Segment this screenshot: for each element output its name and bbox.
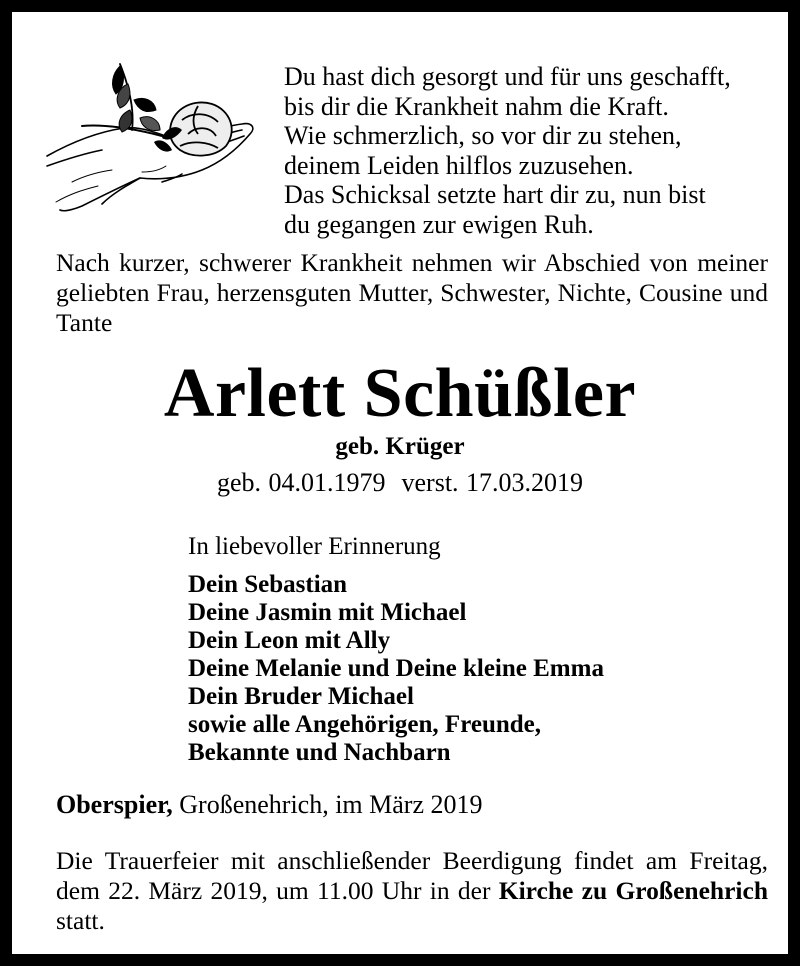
poem-line: bis dir die Krankheit nahm die Kraft. xyxy=(284,91,669,121)
poem-line: deinem Leiden hilflos zuzusehen. xyxy=(284,150,634,180)
maiden-name: geb. Krüger xyxy=(335,433,465,460)
funeral-text-end: statt. xyxy=(56,906,105,935)
poem-line: du gegangen zur ewigen Ruh. xyxy=(284,209,594,239)
mourner-item: Dein Sebastian xyxy=(188,571,348,598)
mourner-item: Deine Jasmin mit Michael xyxy=(188,599,467,626)
poem xyxy=(284,62,731,239)
poem-line: Wie schmerzlich, so vor dir zu stehen, xyxy=(284,121,682,150)
poem-line: Das Schicksal setzte hart dir zu, nun bist xyxy=(284,180,706,209)
place-and-date xyxy=(56,790,483,820)
deceased-name: Arlett Schüßler xyxy=(163,355,637,432)
funeral-text: Die Trauerfeier mit anschließender Beerdigung findet am Freitag, dem 22. März 2019, um 11.00 Uhr in der xyxy=(56,846,768,905)
mourner-item: Bekannte und Nachbarn xyxy=(188,739,451,766)
birth-date: geb. 04.01.1979 xyxy=(216,468,386,497)
mourner-item: Dein Leon mit Ally xyxy=(188,627,391,654)
hand-holding-rose-icon xyxy=(42,54,267,214)
poem-line: Du hast dich gesorgt und für uns geschafft, xyxy=(284,62,731,91)
death-date: verst. 17.03.2019 xyxy=(401,468,584,497)
mourner-item: Dein Bruder Michael xyxy=(188,683,414,710)
mourner-item: Deine Melanie und Deine kleine Emma xyxy=(188,655,604,682)
funeral-announcement xyxy=(56,846,768,936)
intro-paragraph: Nach kurzer, schwerer Krankheit nehmen wir Abschied von meiner geliebten Frau, herzensguten Mutter, Schwester, Nichte, Cousine und Tante xyxy=(56,248,768,337)
funeral-venue: Kirche zu Großenehrich xyxy=(498,876,768,905)
mourners-list xyxy=(188,571,604,767)
life-dates xyxy=(12,467,788,499)
town-name: Oberspier, xyxy=(56,790,173,819)
memory-line: In liebevoller Erinnerung xyxy=(188,533,441,560)
mourner-item: sowie alle Angehörigen, Freunde, xyxy=(188,711,542,738)
place-rest: Großenehrich, im März 2019 xyxy=(179,790,483,819)
